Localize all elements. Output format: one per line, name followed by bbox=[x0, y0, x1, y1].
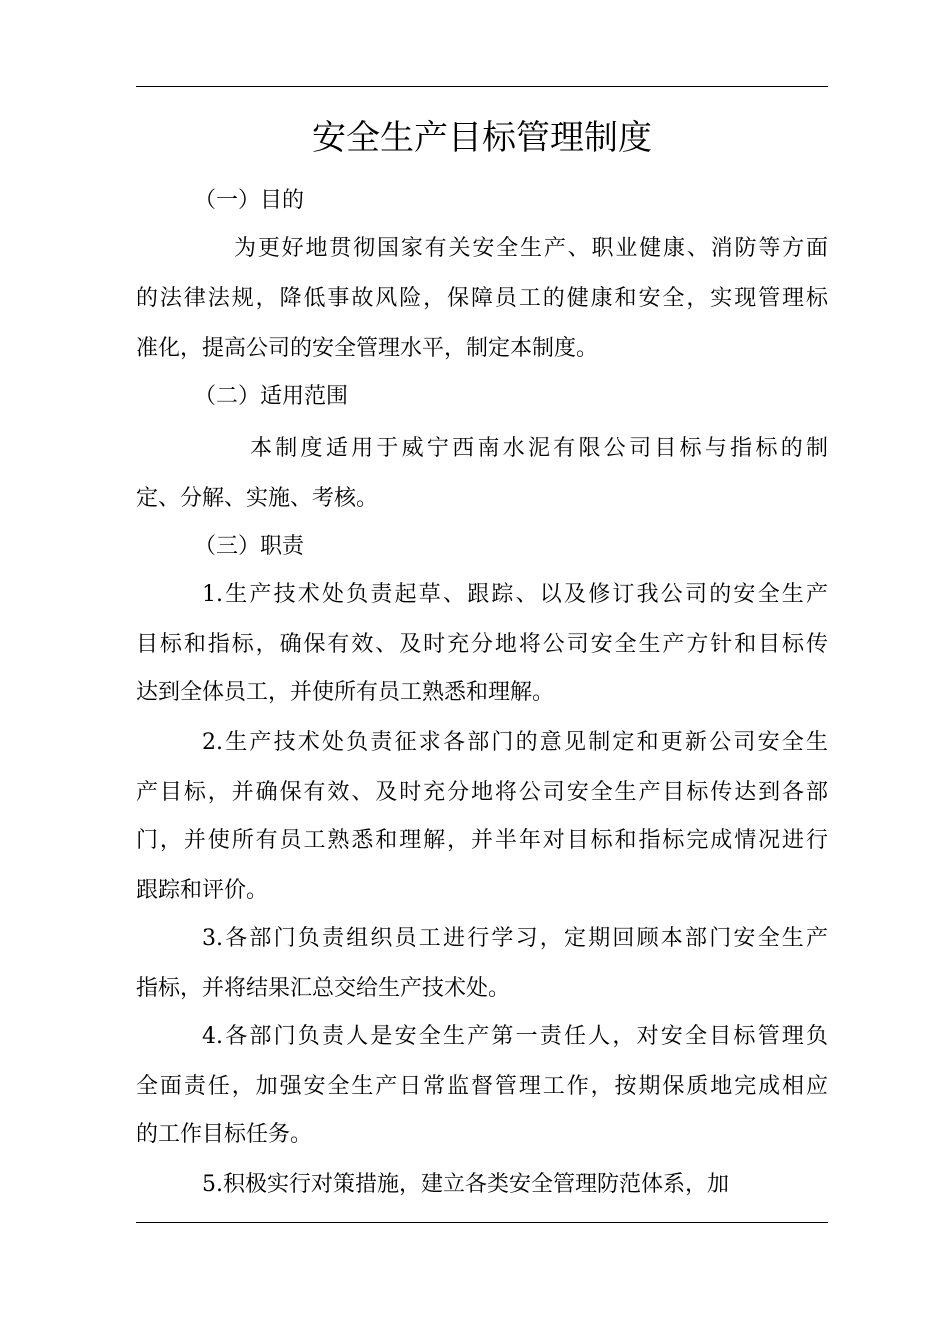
section-heading-scope: （二）适用范围 bbox=[194, 384, 349, 409]
paragraph-line: 1.生产技术处负责起草、跟踪、以及修订我公司的安全生产 bbox=[202, 582, 828, 607]
paragraph-line: 达到全体员工，并使所有员工熟悉和理解。 bbox=[136, 680, 555, 705]
paragraph-line: 产目标，并确保有效、及时充分地将公司安全生产目标传达到各部 bbox=[136, 780, 828, 805]
paragraph-line: 本制度适用于威宁西南水泥有限公司目标与指标的制 bbox=[250, 436, 828, 461]
document-title: 安全生产目标管理制度 bbox=[312, 118, 652, 158]
paragraph-line: 跟踪和评价。 bbox=[136, 878, 269, 903]
paragraph-line: 目标和指标，确保有效、及时充分地将公司安全生产方针和目标传 bbox=[136, 632, 828, 657]
paragraph-line: 5.积极实行对策措施，建立各类安全管理防范体系，加 bbox=[202, 1172, 729, 1197]
paragraph-line: 门，并使所有员工熟悉和理解，并半年对目标和指标完成情况进行 bbox=[136, 828, 828, 853]
paragraph-line: 4.各部门负责人是安全生产第一责任人，对安全目标管理负 bbox=[202, 1024, 828, 1049]
paragraph-line: 的法律法规，降低事故风险，保障员工的健康和安全，实现管理标 bbox=[136, 286, 828, 311]
paragraph-line: 准化，提高公司的安全管理水平，制定本制度。 bbox=[136, 336, 599, 361]
paragraph-line: 的工作目标任务。 bbox=[136, 1122, 313, 1147]
paragraph-line: 3.各部门负责组织员工进行学习，定期回顾本部门安全生产 bbox=[202, 926, 828, 951]
header-rule bbox=[136, 86, 828, 87]
footer-rule bbox=[136, 1222, 828, 1223]
section-heading-purpose: （一）目的 bbox=[194, 188, 305, 213]
paragraph-line: 指标，并将结果汇总交给生产技术处。 bbox=[136, 976, 511, 1001]
paragraph-line: 定、分解、实施、考核。 bbox=[136, 486, 379, 511]
paragraph-line: 为更好地贯彻国家有关安全生产、职业健康、消防等方面 bbox=[234, 236, 828, 261]
section-heading-responsibilities: （三）职责 bbox=[194, 534, 305, 559]
paragraph-line: 全面责任，加强安全生产日常监督管理工作，按期保质地完成相应 bbox=[136, 1074, 828, 1099]
paragraph-line: 2.生产技术处负责征求各部门的意见制定和更新公司安全生 bbox=[202, 730, 828, 755]
